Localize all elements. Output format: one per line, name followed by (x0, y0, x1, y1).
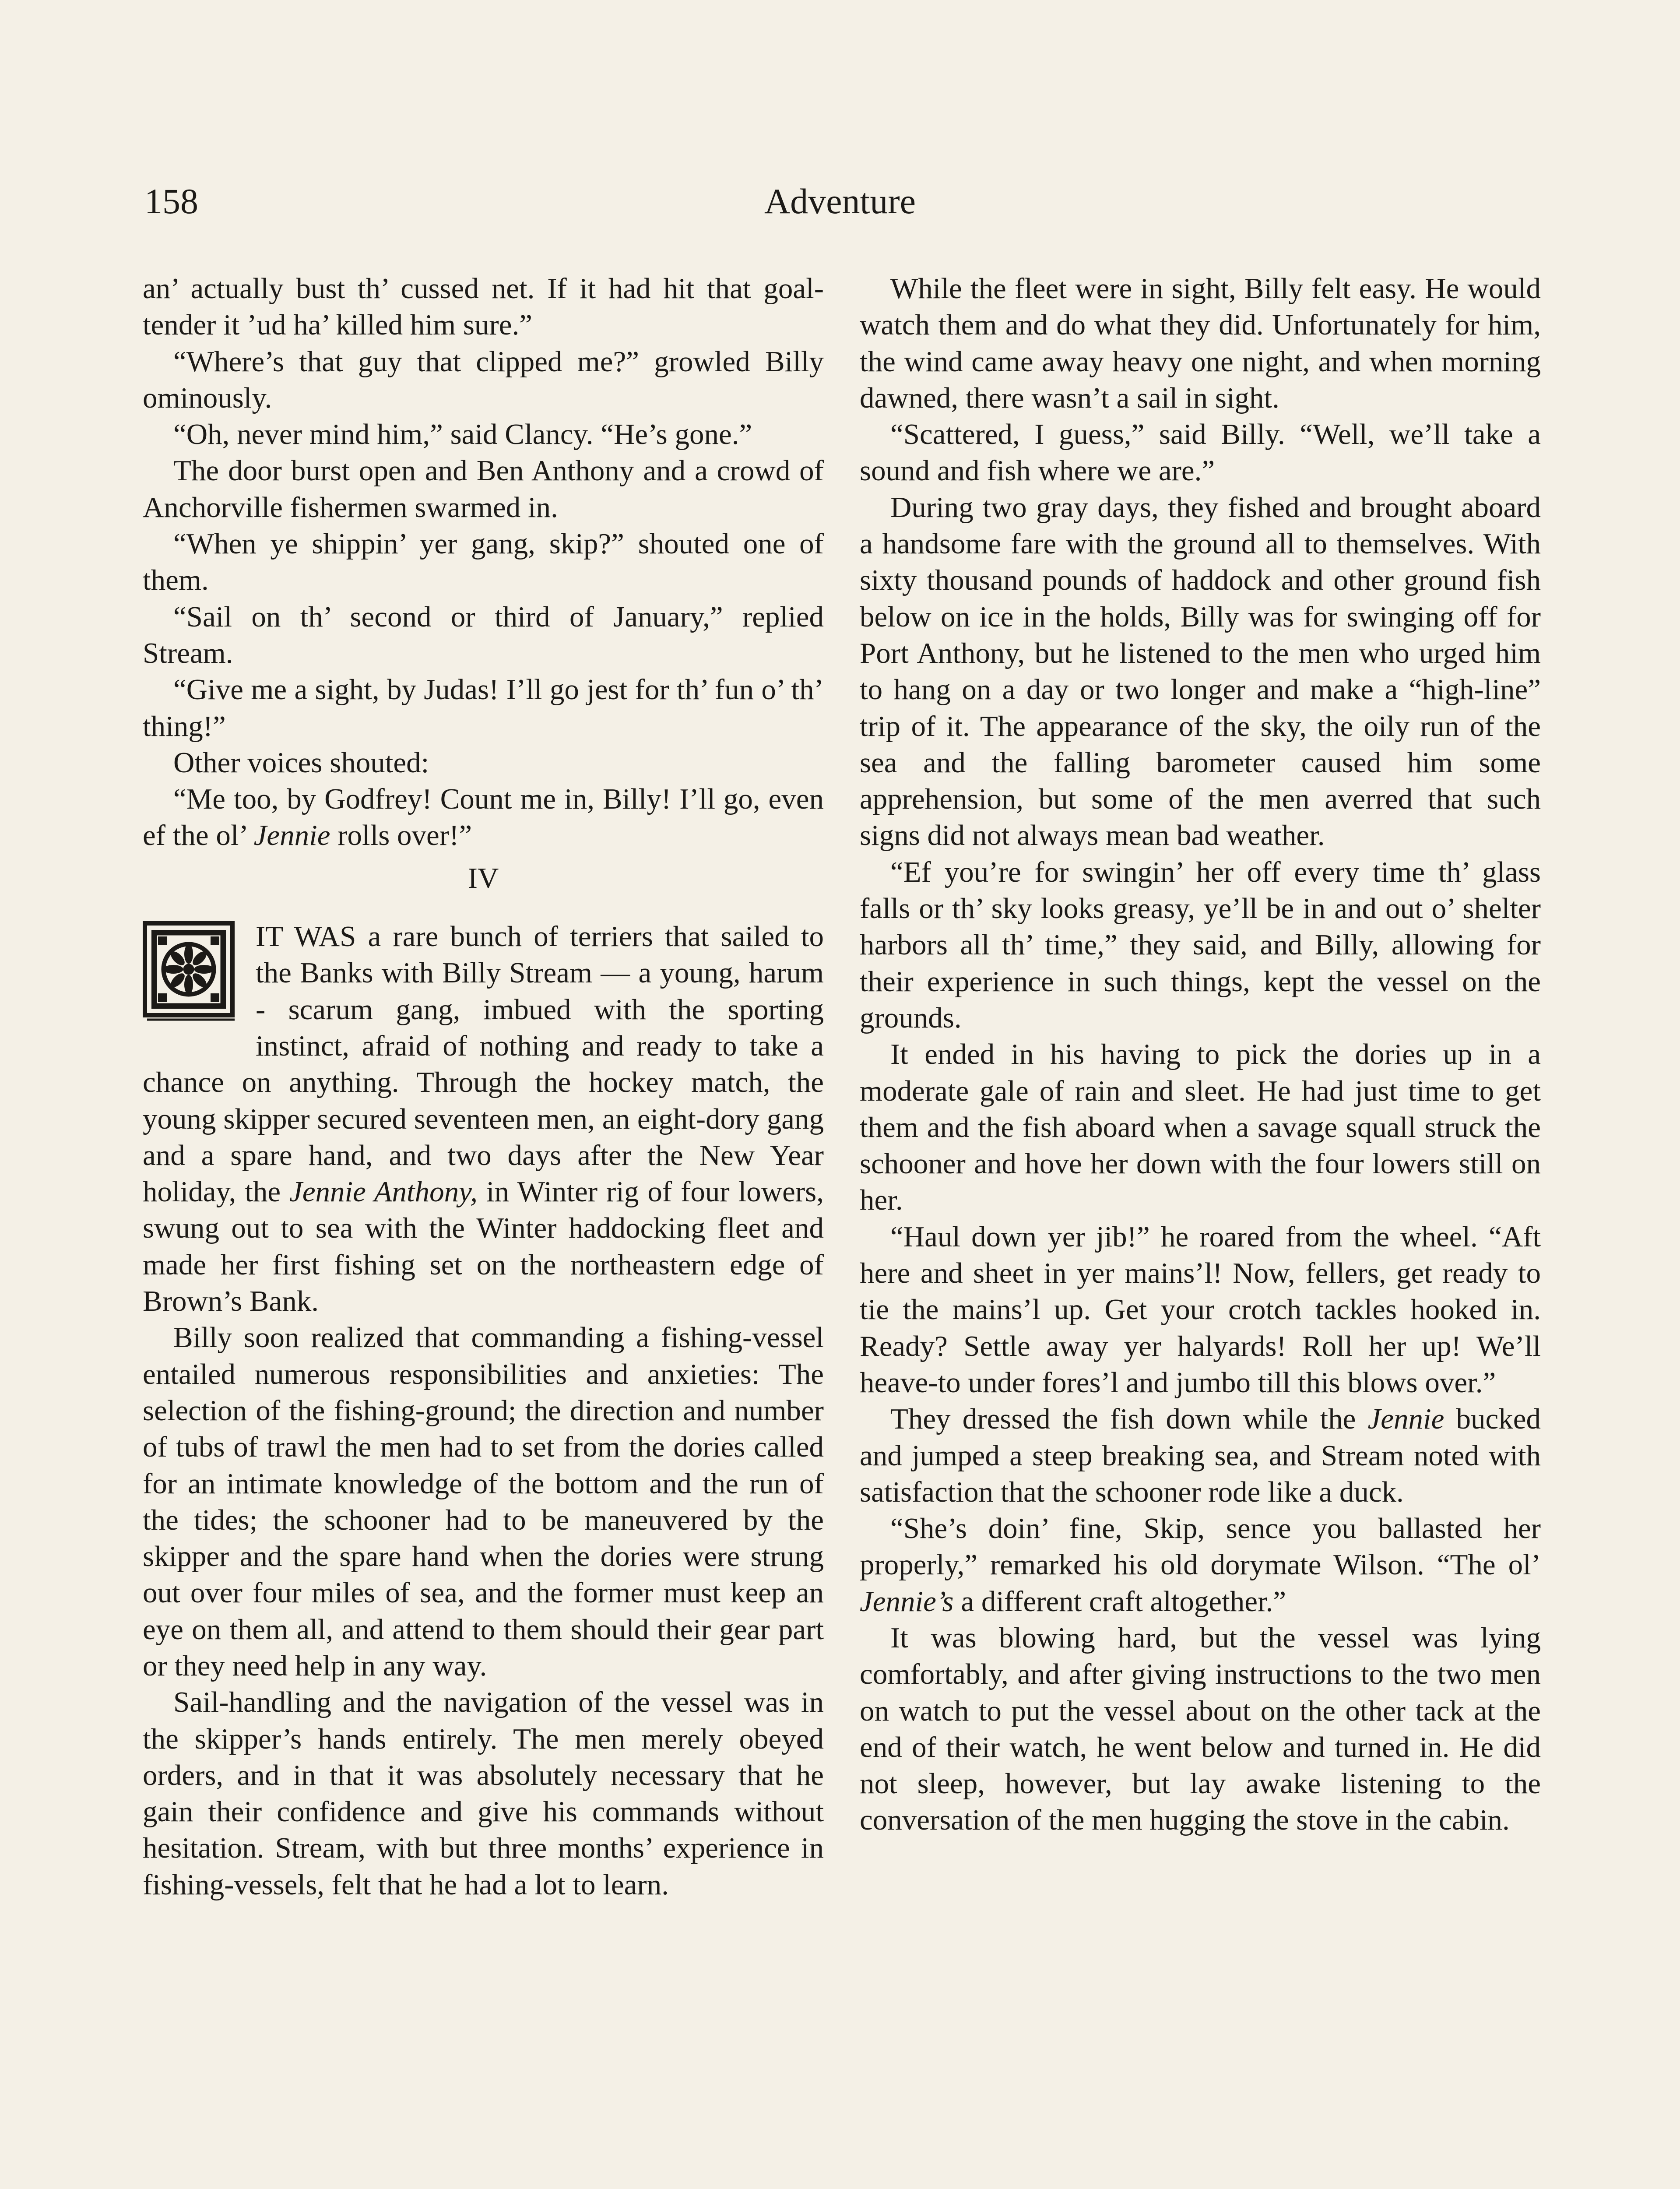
paragraph: Other voices shouted: (173, 746, 429, 779)
paragraph: “Oh, never mind him,” said Clancy. “He’s gone.” (173, 418, 752, 451)
right-column (860, 271, 1541, 1839)
paragraph: Billy soon realized that commanding a fishing-vessel entailed numerous responsibilities and anxieties: The selection of the fishing-ground; the direction and number of tubs of trawl the men had to set from the dories called for an intimate knowledge of the bottom and the run of the tides; the schooner had to be maneuvered by the skipper and the spare hand when the dories were strung out over four miles of sea, and the former must keep an eye on them all, and attend to them should their gear part or they need help in any way. (143, 1321, 824, 1682)
paragraph: It was blowing hard, but the vessel was lying comfortably, and after giving instructions to the two men on watch to put the vessel about on the other tack at the end of their watch, he went below and turned in. He did not sleep, however, but lay awake listening to the conversation of the men hugging the stove in the cabin. (860, 1621, 1541, 1837)
vessel-name: Jennie Anthony, (289, 1175, 478, 1208)
paragraph-text: in Winter rig of four lowers, swung out to sea with the Winter haddocking fleet and made her first fishing set on the northeastern edge of Brown’s Bank. (143, 1175, 824, 1318)
paragraph: an’ actually bust th’ cussed net. If it had hit that goal-tender it ’ud ha’ killed him sure.” (143, 272, 824, 341)
vessel-name: Jennie (1367, 1403, 1445, 1436)
paragraph: “Sail on th’ second or third of January,” replied Stream. (143, 600, 824, 669)
paragraph: “Scattered, I guess,” said Billy. “Well, we’ll take a sound and fish where we are.” (860, 418, 1541, 487)
section-heading: IV (467, 862, 499, 894)
paragraph: “Ef you’re for swingin’ her off every time th’ glass falls or th’ sky looks greasy, ye’ll be in and out o’ shelter harbors all th’ time,” they said, and Billy, allowing for their experience in such things, kept the vessel on the grounds. (860, 855, 1541, 1034)
paragraph: “Give me a sight, by Judas! I’ll go jest for th’ fun o’ th’ thing!” (143, 673, 824, 743)
paragraph-text: a different craft altogether.” (953, 1585, 1286, 1618)
paragraph-text: “She’s doin’ fine, Skip, sence you ballasted her properly,” remarked his old dorymate Wilson. “The ol’ (860, 1512, 1541, 1581)
ornamental-initial-icon (143, 921, 243, 1031)
running-title: Adventure (764, 181, 916, 221)
vessel-name: Jennie (253, 819, 330, 852)
paragraph: “Haul down yer jib!” he roared from the wheel. “Aft here and sheet in yer mains’l! Now, fellers, get ready to tie the mains’l up. Get your crotch tackles hooked in. Ready? Settle away yer halyards! Roll her up! We’ll heave-to under fores’l and jumbo till this blows over.” (860, 1220, 1541, 1399)
paragraph: While the fleet were in sight, Billy felt easy. He would watch them and do what they did. Unfortunately for him, the wind came away heavy one night, and when morning dawned, there wasn’t a sail in sight. (860, 272, 1541, 414)
paragraph (143, 781, 824, 854)
page-number: 158 (144, 181, 198, 221)
paragraph: “Where’s that guy that clipped me?” growled Billy ominously. (143, 345, 824, 414)
paragraph: During two gray days, they fished and brought aboard a handsome fare with the ground all to themselves. With sixty thousand pounds of haddock and other ground fish below on ice in the holds, Billy was for swinging off for Port Anthony, but he listened to the men who urged him to hang on a day or two longer and make a “high-line” trip of it. The appearance of the sky, the oily run of the sea and the falling barometer caused him some apprehension, but some of the men averred that such signs did not always mean bad weather. (860, 491, 1541, 852)
page-header (144, 175, 1536, 228)
paragraph (143, 919, 824, 1320)
paragraph-text: rolls over!” (330, 819, 472, 852)
vessel-name: Jennie’s (860, 1585, 954, 1618)
paragraph: The door burst open and Ben Anthony and a crowd of Anchorville fishermen swarmed in. (143, 454, 824, 524)
paragraph-text: “Me too, by Godfrey! Count me in, Billy! I’ll go, even ef the ol’ (143, 783, 824, 852)
paragraph-text: IT WAS a rare bunch of terriers that sailed to the Banks with Billy Stream — a young, harum - scarum gang, imbued with the sporting instinct, afraid of nothing and ready to take a chance on anything. Through the hockey match, the young skipper secured seventeen men, an eight-dory gang and a spare hand, and two days after the New Year holiday, the (143, 920, 824, 1208)
paragraph-text: They dressed the fish down while the (890, 1403, 1368, 1436)
paragraph (860, 1510, 1541, 1620)
left-column (143, 271, 824, 1903)
paragraph (860, 1401, 1541, 1510)
paragraph: It ended in his having to pick the dories up in a moderate gale of rain and sleet. He had just time to get them and the fish aboard when a savage squall struck the schooner and hove her down with the four lowers still on her. (860, 1038, 1541, 1217)
paragraph-text: bucked and jumped a steep breaking sea, and Stream noted with satisfaction that the schooner rode like a duck. (860, 1403, 1541, 1508)
paragraph: Sail-handling and the navigation of the vessel was in the skipper’s hands entirely. The men merely obeyed orders, and in that it was absolutely necessary that he gain their confidence and give his commands without hesitation. Stream, with but three months’ experience in fishing-vessels, felt that he had a lot to learn. (143, 1686, 824, 1901)
paragraph: “When ye shippin’ yer gang, skip?” shouted one of them. (143, 528, 824, 597)
